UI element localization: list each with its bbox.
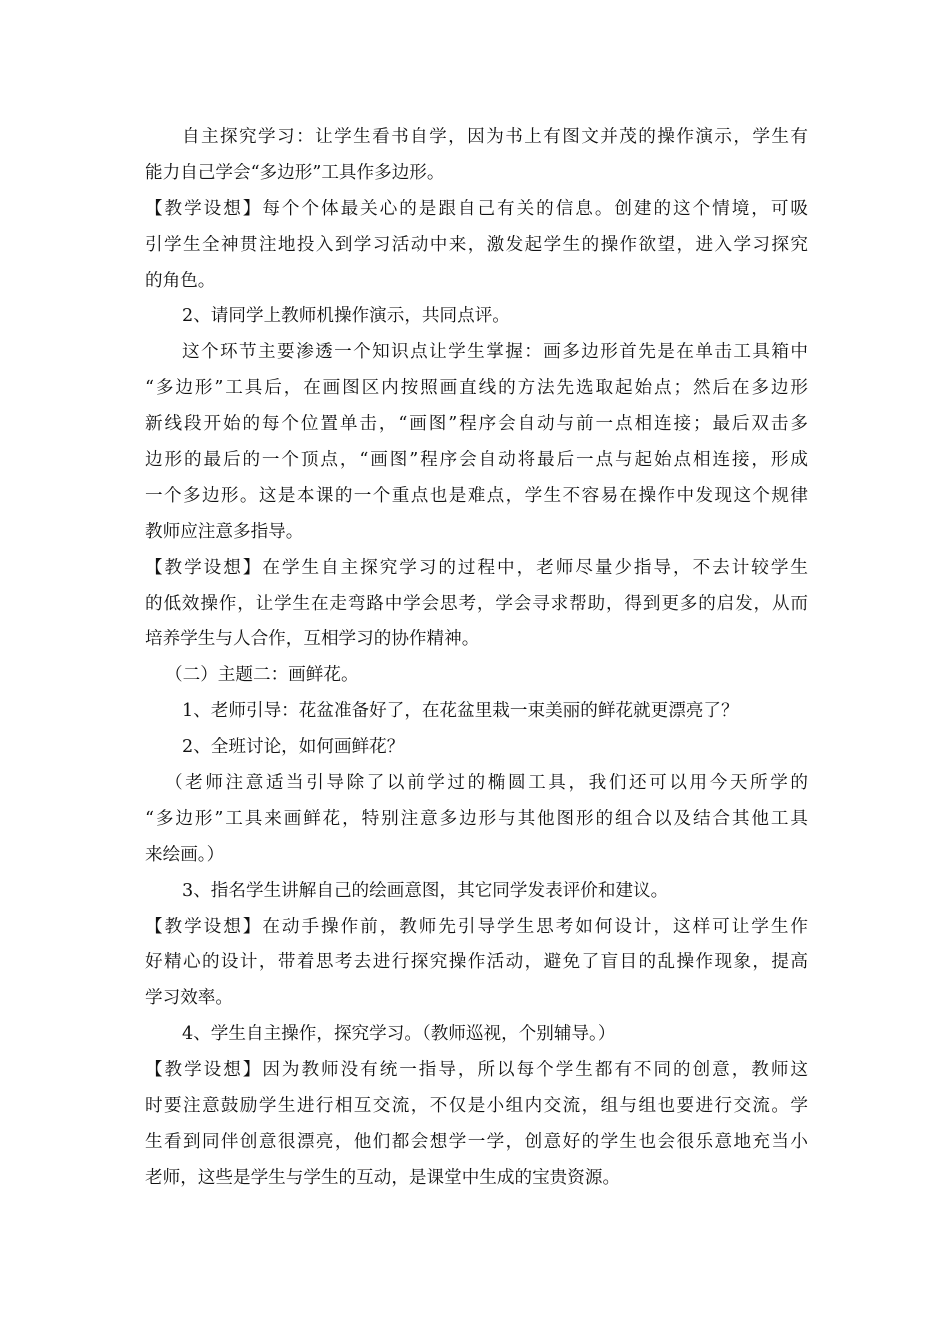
paragraph-line: 2、请同学上教师机操作演示，共同点评。: [182, 306, 510, 327]
paragraph-line: 的角色。: [145, 270, 216, 291]
paragraph-line: 时要注意鼓励学生进行相互交流，不仅是小组内交流，组与组也要进行交流。学: [145, 1096, 808, 1117]
paragraph-line: 教师应注意多指导。: [145, 521, 304, 542]
paragraph-line: 2、全班讨论，如何画鲜花？: [182, 737, 405, 758]
paragraph-line: 边形的最后的一个顶点，“画图”程序会自动将最后一点与起始点相连接，形成: [145, 450, 808, 471]
section-heading: （二）主题二：画鲜花。: [165, 665, 359, 686]
document-page: [145, 120, 808, 1197]
paragraph-line: 1、老师引导：花盆准备好了，在花盆里栽一束美丽的鲜花就更漂亮了？: [182, 701, 739, 722]
paragraph-line: （老师注意适当引导除了以前学过的椭圆工具，我们还可以用今天所学的: [165, 773, 808, 794]
paragraph-line: “多边形”工具来画鲜花，特别注意多边形与其他图形的组合以及结合其他工具: [145, 808, 808, 829]
paragraph-line: 培养学生与人合作，互相学习的协作精神。: [145, 629, 480, 650]
paragraph-line: 引学生全神贯注地投入到学习活动中来，激发起学生的操作欲望，进入学习探究: [145, 234, 808, 255]
paragraph-line: 老师，这些是学生与学生的互动，是课堂中生成的宝贵资源。: [145, 1167, 621, 1188]
paragraph-line: 【教学设想】因为教师没有统一指导，所以每个学生都有不同的创意，教师这: [145, 1060, 808, 1081]
paragraph-line: 【教学设想】在动手操作前，教师先引导学生思考如何设计，这样可让学生作: [145, 916, 808, 937]
paragraph-line: 来绘画。）: [145, 844, 225, 865]
paragraph-line: 好精心的设计，带着思考去进行探究操作活动，避免了盲目的乱操作现象，提高: [145, 952, 808, 973]
paragraph-line: 3、指名学生讲解自己的绘画意图，其它同学发表评价和建议。: [182, 880, 669, 901]
paragraph-line: 【教学设想】在学生自主探究学习的过程中，老师尽量少指导，不去计较学生: [145, 557, 808, 578]
paragraph-line: 4、学生自主操作，探究学习。（教师巡视，个别辅导。）: [182, 1024, 616, 1045]
paragraph-line: 自主探究学习：让学生看书自学，因为书上有图文并茂的操作演示，学生有: [182, 127, 808, 147]
paragraph-line: 新线段开始的每个位置单击，“画图”程序会自动与前一点相连接；最后双击多: [145, 414, 808, 435]
paragraph-line: 学习效率。: [145, 988, 233, 1009]
paragraph-line: 能力自己学会“多边形”工具作多边形。: [145, 162, 445, 183]
paragraph-line: 【教学设想】每个个体最关心的是跟自己有关的信息。创建的这个情境，可吸: [145, 198, 808, 219]
paragraph-line: “多边形”工具后，在画图区内按照画直线的方法先选取起始点；然后在多边形: [145, 378, 808, 399]
paragraph-line: 一个多边形。这是本课的一个重点也是难点，学生不容易在操作中发现这个规律: [145, 485, 808, 506]
paragraph-line: 的低效操作，让学生在走弯路中学会思考，学会寻求帮助，得到更多的启发，从而: [145, 593, 808, 614]
paragraph-line: 生看到同伴创意很漂亮，他们都会想学一学，创意好的学生也会很乐意地充当小: [145, 1131, 808, 1152]
paragraph-line: 这个环节主要渗透一个知识点让学生掌握：画多边形首先是在单击工具箱中: [182, 342, 808, 363]
